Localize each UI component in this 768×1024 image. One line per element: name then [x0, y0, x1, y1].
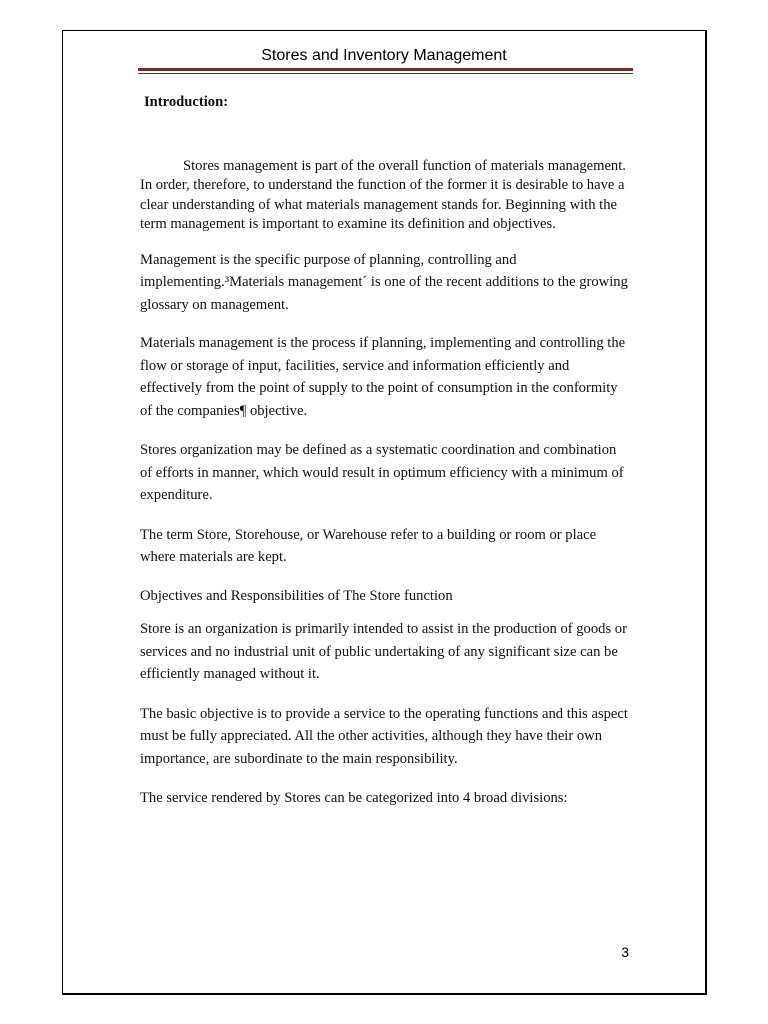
paragraph-materials-management: Materials management is the process if planning, implementing and controlling the flow or storage of input, facilities, service and information efficiently and effectively from the point of supply to the point of consumption in the conformity of the companies¶ objective.	[140, 335, 626, 419]
paragraph-stores-management: Stores management is part of the overall function of materials management. In order, therefore, to understand the function of the former it is desirable to have a clear understanding of what materials management stands for. Beginning with the term management is important to examine its definition and objectives.	[140, 157, 626, 233]
header-rule-thick	[138, 68, 633, 71]
paragraph-term-store: The term Store, Storehouse, or Warehouse refer to a building or room or place where materials are kept.	[140, 526, 597, 566]
document-page	[62, 30, 707, 995]
page-header-title: Stores and Inventory Management	[261, 47, 507, 64]
paragraph-service-divisions: The service rendered by Stores can be categorized into 4 broad divisions:	[140, 790, 568, 807]
paragraph-management-definition: Management is the specific purpose of planning, controlling and implementing.³Materials management´ is one of the recent additions to the growing glossary on management.	[140, 251, 628, 313]
header-rule-thin	[138, 73, 633, 74]
paragraph-stores-organization: Stores organization may be defined as a systematic coordination and combination of efforts in manner, which would result in optimum efficiency with a minimum of expenditure.	[140, 442, 624, 504]
paragraph-store-organization-purpose: Store is an organization is primarily intended to assist in the production of goods or services and no industrial unit of public undertaking of any significant size can be efficiently managed without it.	[140, 621, 627, 683]
document-body	[140, 91, 632, 810]
paragraph-basic-objective: The basic objective is to provide a service to the operating functions and this aspect must be fully appreciated. All the other activities, although they have their own importance, are subordinate to the main responsibility.	[140, 705, 628, 767]
paragraph-objectives-heading: Objectives and Responsibilities of The Store function	[140, 587, 453, 604]
section-heading-introduction: Introduction:	[144, 94, 229, 110]
page-number: 3	[621, 944, 629, 960]
